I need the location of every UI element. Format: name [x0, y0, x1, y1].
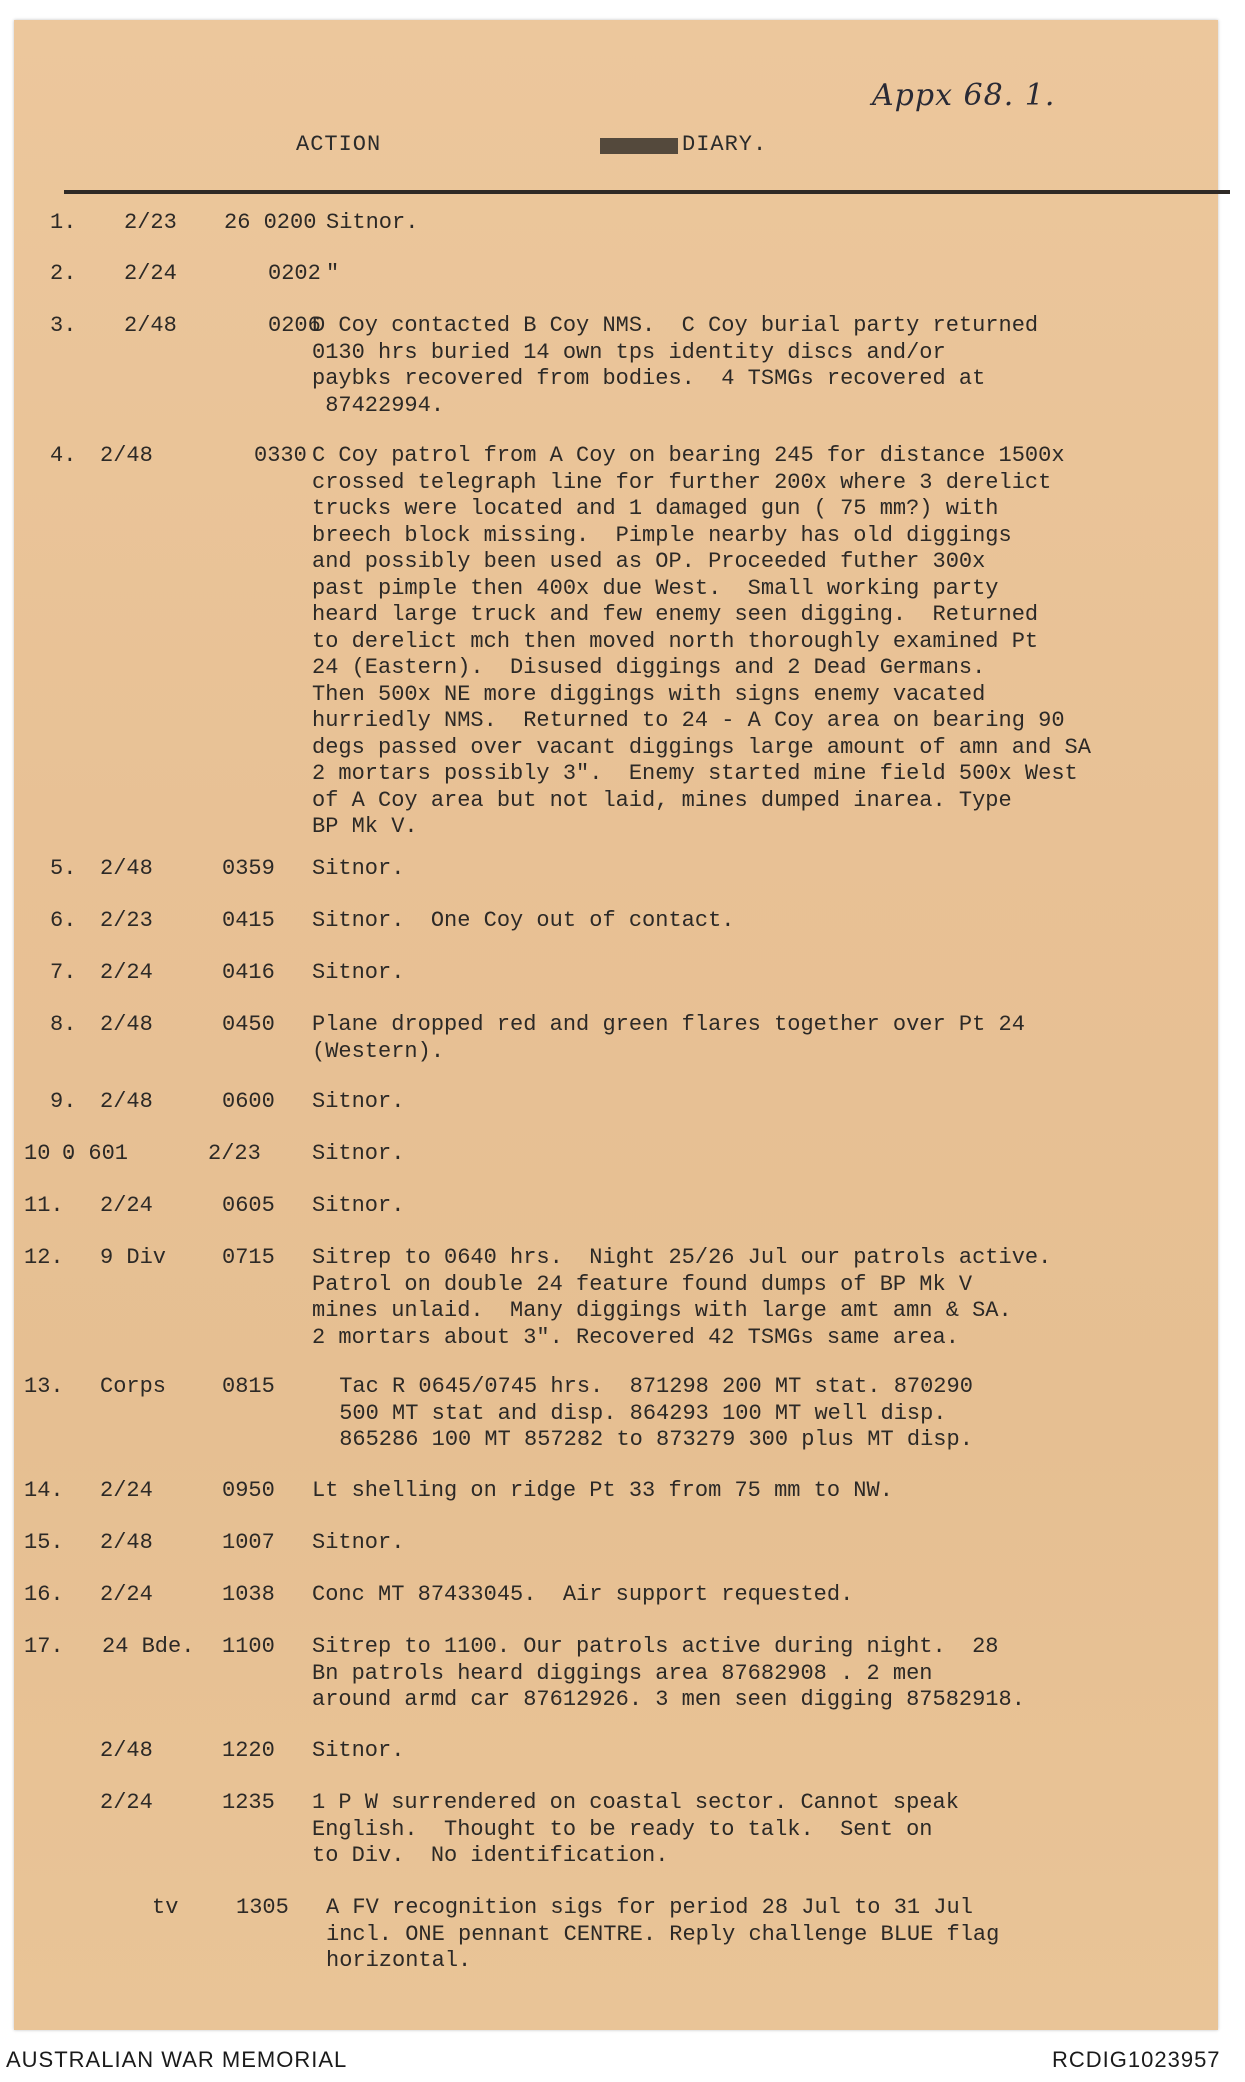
entry-text-line: around armd car 87612926. 3 men seen digging 87582918.: [312, 1687, 1025, 1712]
header-rule: [64, 190, 1230, 194]
entry-number: 12.: [24, 1245, 64, 1270]
entry-number: 14.: [24, 1478, 64, 1503]
entry-text-line: Sitnor.: [312, 1738, 405, 1763]
entry-time: 0415: [222, 908, 275, 933]
entry-unit: 2/24: [100, 1478, 153, 1503]
entry-text-line: 24 (Eastern). Disused diggings and 2 Dead Germans.: [312, 655, 986, 680]
entry-text-line: English. Thought to be ready to talk. Sent on: [312, 1816, 933, 1842]
entry-text-line: Conc MT 87433045. Air support requested.: [312, 1582, 854, 1607]
entry-unit: Corps: [100, 1374, 167, 1399]
entry-unit: 2/48: [100, 1089, 153, 1114]
entry-unit: 2/24: [100, 1790, 153, 1815]
entry-text-line: trucks were located and 1 damaged gun ( 75 mm?) with: [312, 496, 999, 521]
entry-time: 1007: [222, 1530, 275, 1555]
entry-number: 9.: [50, 1089, 77, 1114]
entry-text-line: 2 mortars possibly 3". Enemy started mine field 500x West: [312, 761, 1078, 786]
entry-text-line: BP Mk V.: [312, 814, 418, 839]
entry-time: 26 0200: [224, 210, 317, 235]
entry-text-line: and possibly been used as OP. Proceeded futher 300x: [312, 549, 986, 574]
entry-time: 0330: [254, 443, 307, 468]
entry-text-line: Tac R 0645/0745 hrs. 871298 200 MT stat. 870290: [326, 1374, 973, 1399]
entry-time: 1100: [222, 1634, 275, 1659]
entry-number: 17.: [24, 1634, 64, 1659]
entry-time: 0450: [222, 1012, 275, 1037]
entry-unit: 2/48: [100, 1012, 153, 1037]
entry-text-line: horizontal.: [326, 1948, 472, 1973]
entry-text-line: ": [326, 261, 340, 286]
entry-unit: 24 Bde.: [102, 1634, 195, 1659]
entry-number: 8.: [50, 1012, 77, 1037]
entry-time: 1235: [222, 1790, 275, 1815]
entry-number: 2.: [50, 261, 77, 286]
entry-text-line: incl. ONE pennant CENTRE. Reply challenge BLUE flag: [326, 1921, 1000, 1947]
entry-text-line: D Coy contacted B Coy NMS. C Coy burial party returned: [312, 313, 1039, 338]
entry-unit: 2/48: [100, 1530, 153, 1555]
entry-text-line: to derelict mch then moved north thoroughly examined Pt: [312, 628, 1039, 654]
entry-number: 11.: [24, 1193, 64, 1218]
diary-page: [14, 20, 1218, 2030]
entry-text-line: Lt shelling on ridge Pt 33 from 75 mm to NW.: [312, 1478, 893, 1503]
entry-text-line: heard large truck and few enemy seen digging. Returned: [312, 602, 1039, 627]
entry-unit: 2/48: [100, 856, 153, 881]
entry-text-line: degs passed over vacant diggings large amount of amn and SA: [312, 734, 1091, 760]
entry-number: 7.: [50, 960, 77, 985]
entry-text-line: Sitrep to 1100. Our patrols active during night. 28: [312, 1634, 999, 1659]
entry-time: 0605: [222, 1193, 275, 1218]
entry-text-line: 1 P W surrendered on coastal sector. Cannot speak: [312, 1790, 959, 1815]
entry-time: 0416: [222, 960, 275, 985]
entry-time: 2/23: [208, 1141, 261, 1166]
entry-text-line: past pimple then 400x due West. Small working party: [312, 575, 999, 601]
entry-unit: 2/23: [100, 908, 153, 933]
entry-text-line: Sitnor. One Coy out of contact.: [312, 908, 735, 933]
entry-text-line: to Div. No identification.: [312, 1843, 669, 1868]
entry-text-line: C Coy patrol from A Coy on bearing 245 for distance 1500x: [312, 443, 1065, 468]
diary-heading-text: DIARY.: [682, 132, 768, 157]
entry-unit: 2/24: [100, 960, 153, 985]
entry-time: 1220: [222, 1738, 275, 1763]
entry-time: 0206: [268, 313, 321, 338]
entry-time: 0815: [222, 1374, 275, 1399]
entry-unit: 2/48: [124, 313, 177, 338]
entry-number: 10 .: [24, 1141, 77, 1166]
entry-unit: 2/23: [124, 210, 177, 235]
entry-unit: 2/48: [100, 1738, 153, 1763]
entry-text-line: A FV recognition sigs for period 28 Jul to 31 Jul: [326, 1895, 973, 1920]
entry-text-line: paybks recovered from bodies. 4 TSMGs recovered at: [312, 366, 986, 391]
diary-heading: [682, 132, 767, 157]
entry-number: 16.: [24, 1582, 64, 1607]
entry-text-line: 87422994.: [312, 392, 445, 418]
entry-text-line: Sitrep to 0640 hrs. Night 25/26 Jul our patrols active.: [312, 1245, 1052, 1270]
entry-number: 13.: [24, 1374, 64, 1399]
entry-number: 4.: [50, 443, 77, 468]
entry-number: 3.: [50, 313, 77, 338]
entry-time: 0600: [222, 1089, 275, 1114]
entry-time: 0950: [222, 1478, 275, 1503]
entry-text-line: (Western).: [312, 1038, 445, 1064]
entry-number: 15.: [24, 1530, 64, 1555]
entry-text-line: Sitnor.: [312, 1089, 405, 1114]
archive-credit: AUSTRALIAN WAR MEMORIAL: [6, 2047, 348, 2072]
action-heading: ACTION: [296, 132, 382, 157]
entry-unit: 9 Div: [100, 1245, 167, 1270]
appendix-reference: Appx 68. 1.: [872, 78, 1056, 113]
entry-unit: 2/24: [100, 1582, 153, 1607]
entry-time: 0715: [222, 1245, 275, 1270]
entry-text-line: breech block missing. Pimple nearby has old diggings: [312, 522, 1012, 548]
entry-text-line: Sitnor.: [326, 210, 419, 235]
entry-text-line: mines unlaid. Many diggings with large amt amn & SA.: [312, 1298, 1012, 1323]
entry-text-line: hurriedly NMS. Returned to 24 - A Coy area on bearing 90: [312, 708, 1065, 733]
entry-text-line: Plane dropped red and green flares together over Pt 24: [312, 1012, 1025, 1037]
redacted-word-mark: [600, 134, 678, 156]
entry-text-line: 865286 100 MT 857282 to 873279 300 plus MT disp.: [326, 1427, 973, 1452]
entry-number: 1.: [50, 210, 77, 235]
entry-text-line: 2 mortars about 3". Recovered 42 TSMGs same area.: [312, 1324, 959, 1350]
entry-unit: 2/24: [124, 261, 177, 286]
entry-text-line: Then 500x NE more diggings with signs enemy vacated: [312, 681, 986, 707]
entry-text-line: Patrol on double 24 feature found dumps of BP Mk V: [312, 1271, 973, 1297]
entry-unit: tv: [152, 1895, 179, 1920]
entry-unit: 0 601: [62, 1141, 129, 1166]
archive-id: RCDIG1023957: [1052, 2047, 1221, 2072]
entry-text-line: Sitnor.: [312, 1193, 405, 1218]
entry-unit: 2/48: [100, 443, 153, 468]
entry-time: 1305: [236, 1895, 289, 1920]
entry-time: 0359: [222, 856, 275, 881]
entry-number: 5.: [50, 856, 77, 881]
entry-text-line: Sitnor.: [312, 856, 405, 881]
entry-number: 6.: [50, 908, 77, 933]
entry-unit: 2/24: [100, 1193, 153, 1218]
entry-text-line: Bn patrols heard diggings area 87682908 . 2 men: [312, 1660, 933, 1686]
entry-time: 0202: [268, 261, 321, 286]
entry-text-line: Sitnor.: [312, 960, 405, 985]
entry-text-line: 0130 hrs buried 14 own tps identity discs and/or: [312, 339, 946, 365]
entry-time: 1038: [222, 1582, 275, 1607]
entry-text-line: crossed telegraph line for further 200x where 3 derelict: [312, 469, 1052, 495]
entry-text-line: Sitnor.: [312, 1530, 405, 1555]
entry-text-line: 500 MT stat and disp. 864293 100 MT well disp.: [326, 1400, 947, 1426]
entry-text-line: of A Coy area but not laid, mines dumped inarea. Type: [312, 787, 1012, 813]
entry-text-line: Sitnor.: [312, 1141, 405, 1166]
